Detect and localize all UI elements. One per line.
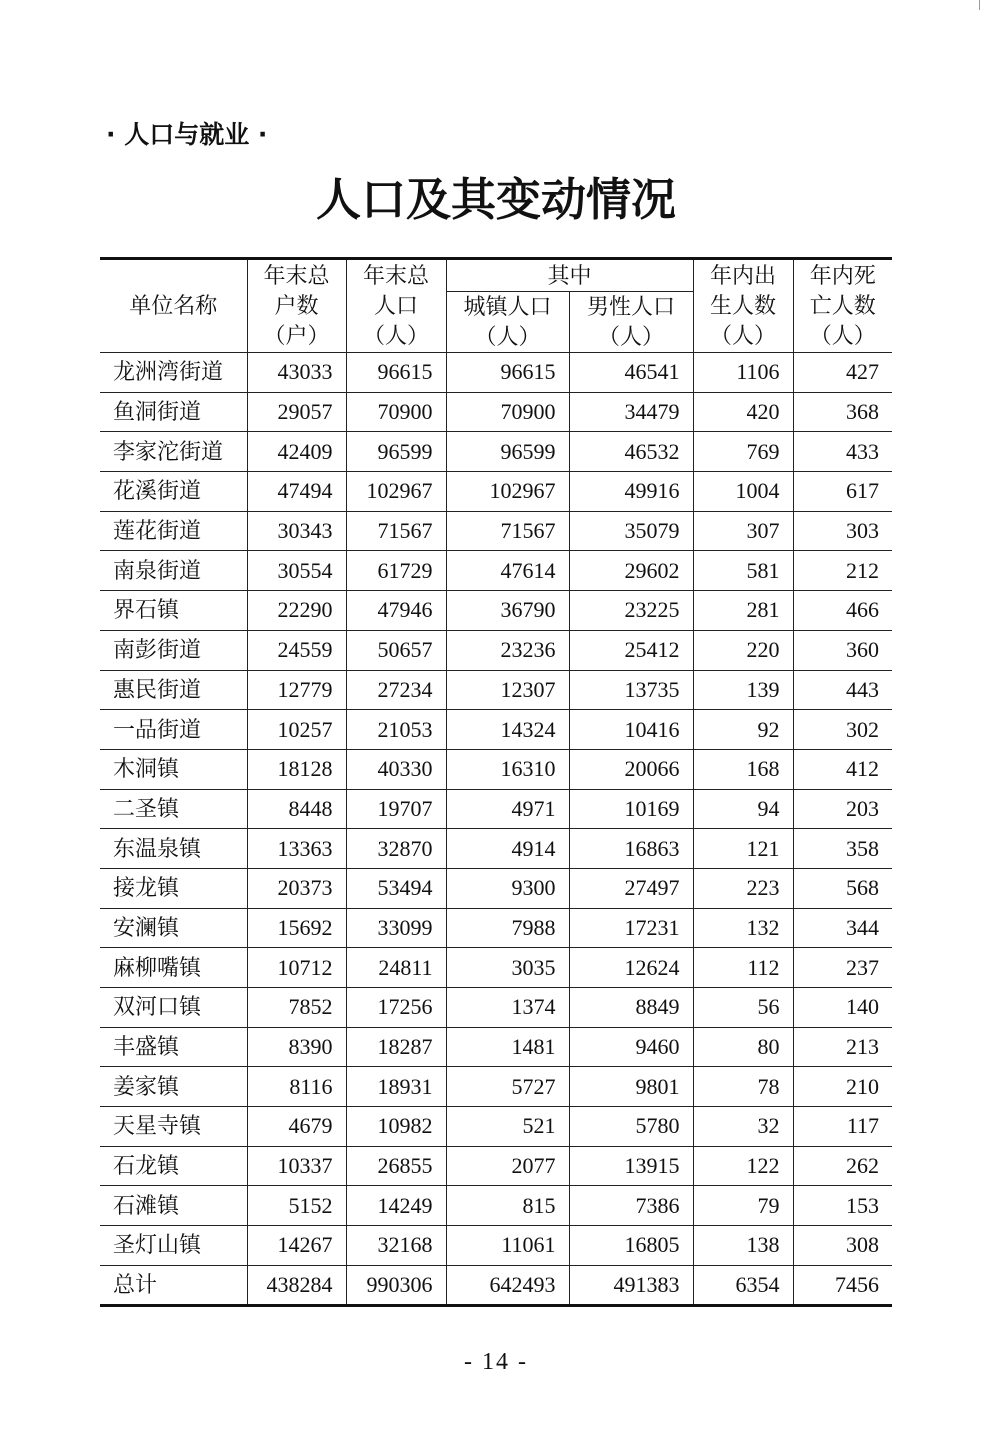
deaths-cell: 358 — [793, 829, 892, 869]
births-cell: 420 — [693, 392, 793, 432]
deaths-cell: 433 — [793, 432, 892, 472]
urban-population-cell: 12307 — [446, 670, 569, 710]
deaths-cell: 302 — [793, 710, 892, 750]
table-row — [100, 789, 892, 829]
population-cell: 990306 — [346, 1265, 446, 1305]
table-row — [100, 710, 892, 750]
header-deaths-line: 年内死 — [809, 263, 876, 288]
population-cell: 17256 — [346, 988, 446, 1028]
households-cell: 30343 — [247, 511, 346, 551]
urban-population-cell: 71567 — [446, 511, 569, 551]
urban-population-cell: 36790 — [446, 591, 569, 631]
male-population-cell: 10416 — [569, 710, 693, 750]
unit-name-cell: 南泉街道 — [100, 551, 247, 591]
table-row — [100, 829, 892, 869]
header-row-top — [100, 259, 892, 292]
births-cell: 80 — [693, 1027, 793, 1067]
households-cell: 15692 — [247, 908, 346, 948]
table-row — [100, 1067, 892, 1107]
table-row — [100, 511, 892, 551]
deaths-cell: 7456 — [793, 1265, 892, 1305]
deaths-cell: 210 — [793, 1067, 892, 1107]
households-cell: 8448 — [247, 789, 346, 829]
unit-name-cell: 总计 — [100, 1265, 247, 1305]
population-cell: 32168 — [346, 1226, 446, 1266]
total-row — [100, 1265, 892, 1305]
households-cell: 20373 — [247, 868, 346, 908]
households-cell: 22290 — [247, 591, 346, 631]
unit-name-cell: 木洞镇 — [100, 749, 247, 789]
households-cell: 47494 — [247, 472, 346, 512]
deaths-cell: 203 — [793, 789, 892, 829]
births-cell: 94 — [693, 789, 793, 829]
births-cell: 769 — [693, 432, 793, 472]
urban-population-cell: 96599 — [446, 432, 569, 472]
households-cell: 43033 — [247, 353, 346, 393]
male-population-cell: 16863 — [569, 829, 693, 869]
table-row — [100, 630, 892, 670]
population-cell: 33099 — [346, 908, 446, 948]
header-deaths-unit: （人） — [809, 323, 876, 348]
urban-population-cell: 1481 — [446, 1027, 569, 1067]
births-cell: 121 — [693, 829, 793, 869]
unit-name-cell: 双河口镇 — [100, 988, 247, 1028]
table-row — [100, 988, 892, 1028]
deaths-cell: 568 — [793, 868, 892, 908]
table-row — [100, 670, 892, 710]
table-row — [100, 948, 892, 988]
male-population-cell: 27497 — [569, 868, 693, 908]
households-cell: 438284 — [247, 1265, 346, 1305]
header-group-label: 其中 — [547, 262, 592, 288]
male-population-cell: 10169 — [569, 789, 693, 829]
households-cell: 4679 — [247, 1107, 346, 1147]
births-cell: 6354 — [693, 1265, 793, 1305]
unit-name-cell: 二圣镇 — [100, 789, 247, 829]
births-cell: 168 — [693, 749, 793, 789]
deaths-cell: 117 — [793, 1107, 892, 1147]
births-cell: 138 — [693, 1226, 793, 1266]
households-cell: 13363 — [247, 829, 346, 869]
table-row — [100, 591, 892, 631]
urban-population-cell: 23236 — [446, 630, 569, 670]
urban-population-cell: 1374 — [446, 988, 569, 1028]
births-cell: 79 — [693, 1186, 793, 1226]
unit-name-cell: 界石镇 — [100, 591, 247, 631]
population-cell: 47946 — [346, 591, 446, 631]
header-births-unit: （人） — [710, 323, 777, 348]
urban-population-cell: 5727 — [446, 1067, 569, 1107]
births-cell: 132 — [693, 908, 793, 948]
header-group-of-which — [446, 259, 693, 292]
unit-name-cell: 花溪街道 — [100, 472, 247, 512]
births-cell: 1106 — [693, 353, 793, 393]
header-male-line: 男性人口 — [587, 294, 676, 319]
population-cell: 71567 — [346, 511, 446, 551]
deaths-cell: 466 — [793, 591, 892, 631]
urban-population-cell: 3035 — [446, 948, 569, 988]
population-cell: 10982 — [346, 1107, 446, 1147]
table-row — [100, 353, 892, 393]
households-cell: 5152 — [247, 1186, 346, 1226]
male-population-cell: 49916 — [569, 472, 693, 512]
population-cell: 18287 — [346, 1027, 446, 1067]
table-row — [100, 392, 892, 432]
deaths-cell: 303 — [793, 511, 892, 551]
households-cell: 12779 — [247, 670, 346, 710]
households-cell: 29057 — [247, 392, 346, 432]
population-cell: 50657 — [346, 630, 446, 670]
urban-population-cell: 2077 — [446, 1146, 569, 1186]
header-households-unit: （户） — [263, 323, 330, 348]
births-cell: 139 — [693, 670, 793, 710]
unit-name-cell: 鱼洞街道 — [100, 392, 247, 432]
table-row — [100, 908, 892, 948]
urban-population-cell: 70900 — [446, 392, 569, 432]
population-cell: 32870 — [346, 829, 446, 869]
population-cell: 53494 — [346, 868, 446, 908]
population-cell: 40330 — [346, 749, 446, 789]
male-population-cell: 16805 — [569, 1226, 693, 1266]
population-cell: 102967 — [346, 472, 446, 512]
table-row — [100, 1186, 892, 1226]
header-population-unit: （人） — [362, 323, 429, 348]
urban-population-cell: 7988 — [446, 908, 569, 948]
unit-name-cell: 李家沱街道 — [100, 432, 247, 472]
unit-name-cell: 姜家镇 — [100, 1067, 247, 1107]
population-cell: 96615 — [346, 353, 446, 393]
population-cell: 70900 — [346, 392, 446, 432]
table-row — [100, 472, 892, 512]
male-population-cell: 17231 — [569, 908, 693, 948]
header-urban-unit: （人） — [474, 324, 541, 349]
births-cell: 281 — [693, 591, 793, 631]
header-male-unit: （人） — [598, 324, 665, 349]
header-population — [346, 259, 446, 353]
male-population-cell: 23225 — [569, 591, 693, 631]
births-cell: 1004 — [693, 472, 793, 512]
deaths-cell: 368 — [793, 392, 892, 432]
header-births — [693, 259, 793, 353]
unit-name-cell: 龙洲湾街道 — [100, 353, 247, 393]
unit-name-cell: 惠民街道 — [100, 670, 247, 710]
header-population-line: 年末总 — [362, 263, 429, 288]
households-cell: 7852 — [247, 988, 346, 1028]
table-row — [100, 749, 892, 789]
unit-name-cell: 丰盛镇 — [100, 1027, 247, 1067]
urban-population-cell: 4914 — [446, 829, 569, 869]
header-households-line: 年末总 — [263, 263, 330, 288]
deaths-cell: 262 — [793, 1146, 892, 1186]
unit-name-cell: 莲花街道 — [100, 511, 247, 551]
urban-population-cell: 96615 — [446, 353, 569, 393]
header-urban-line: 城镇人口 — [463, 294, 552, 319]
population-cell: 61729 — [346, 551, 446, 591]
page-edge-mark — [979, 0, 980, 10]
table-row — [100, 1146, 892, 1186]
deaths-cell: 443 — [793, 670, 892, 710]
deaths-cell: 153 — [793, 1186, 892, 1226]
page-title: 人口及其变动情况 — [315, 173, 676, 226]
births-cell: 307 — [693, 511, 793, 551]
unit-name-cell: 东温泉镇 — [100, 829, 247, 869]
households-cell: 14267 — [247, 1226, 346, 1266]
header-population-line: 人口 — [373, 293, 418, 318]
male-population-cell: 46532 — [569, 432, 693, 472]
unit-name-cell: 接龙镇 — [100, 868, 247, 908]
births-cell: 122 — [693, 1146, 793, 1186]
male-population-cell: 9460 — [569, 1027, 693, 1067]
households-cell: 18128 — [247, 749, 346, 789]
births-cell: 223 — [693, 868, 793, 908]
deaths-cell: 237 — [793, 948, 892, 988]
households-cell: 8390 — [247, 1027, 346, 1067]
table-row — [100, 1027, 892, 1067]
male-population-cell: 491383 — [569, 1265, 693, 1305]
population-cell: 14249 — [346, 1186, 446, 1226]
table-body — [100, 353, 892, 1306]
male-population-cell: 20066 — [569, 749, 693, 789]
male-population-cell: 5780 — [569, 1107, 693, 1147]
population-cell: 18931 — [346, 1067, 446, 1107]
households-cell: 10712 — [247, 948, 346, 988]
unit-name-cell: 麻柳嘴镇 — [100, 948, 247, 988]
urban-population-cell: 102967 — [446, 472, 569, 512]
deaths-cell: 308 — [793, 1226, 892, 1266]
deaths-cell: 617 — [793, 472, 892, 512]
male-population-cell: 7386 — [569, 1186, 693, 1226]
header-deaths-line: 亡人数 — [809, 293, 876, 318]
population-cell: 96599 — [346, 432, 446, 472]
urban-population-cell: 642493 — [446, 1265, 569, 1305]
deaths-cell: 213 — [793, 1027, 892, 1067]
unit-name-cell: 安澜镇 — [100, 908, 247, 948]
deaths-cell: 427 — [793, 353, 892, 393]
male-population-cell: 46541 — [569, 353, 693, 393]
population-table — [100, 257, 892, 1307]
table-row — [100, 551, 892, 591]
deaths-cell: 212 — [793, 551, 892, 591]
male-population-cell: 13915 — [569, 1146, 693, 1186]
deaths-cell: 360 — [793, 630, 892, 670]
male-population-cell: 9801 — [569, 1067, 693, 1107]
births-cell: 581 — [693, 551, 793, 591]
table-row — [100, 868, 892, 908]
header-unit-name — [100, 259, 247, 353]
births-cell: 220 — [693, 630, 793, 670]
male-population-cell: 34479 — [569, 392, 693, 432]
deaths-cell: 140 — [793, 988, 892, 1028]
header-unit-name-label: 单位名称 — [129, 293, 218, 318]
urban-population-cell: 815 — [446, 1186, 569, 1226]
header-births-line: 生人数 — [710, 293, 777, 318]
header-births-line: 年内出 — [710, 263, 777, 288]
male-population-cell: 25412 — [569, 630, 693, 670]
urban-population-cell: 9300 — [446, 868, 569, 908]
unit-name-cell: 石滩镇 — [100, 1186, 247, 1226]
unit-name-cell: 圣灯山镇 — [100, 1226, 247, 1266]
section-label: · 人口与就业 · — [106, 120, 268, 149]
header-households-line: 户数 — [274, 293, 319, 318]
table-row — [100, 432, 892, 472]
population-cell: 19707 — [346, 789, 446, 829]
header-deaths — [793, 259, 892, 353]
table-header — [100, 259, 892, 353]
households-cell: 8116 — [247, 1067, 346, 1107]
header-households — [247, 259, 346, 353]
households-cell: 10257 — [247, 710, 346, 750]
households-cell: 10337 — [247, 1146, 346, 1186]
urban-population-cell: 4971 — [446, 789, 569, 829]
births-cell: 56 — [693, 988, 793, 1028]
unit-name-cell: 南彭街道 — [100, 630, 247, 670]
population-cell: 21053 — [346, 710, 446, 750]
header-urban-population — [446, 292, 569, 353]
urban-population-cell: 521 — [446, 1107, 569, 1147]
households-cell: 24559 — [247, 630, 346, 670]
population-cell: 24811 — [346, 948, 446, 988]
population-cell: 26855 — [346, 1146, 446, 1186]
table-row — [100, 1226, 892, 1266]
births-cell: 32 — [693, 1107, 793, 1147]
urban-population-cell: 11061 — [446, 1226, 569, 1266]
unit-name-cell: 天星寺镇 — [100, 1107, 247, 1147]
male-population-cell: 8849 — [569, 988, 693, 1028]
births-cell: 112 — [693, 948, 793, 988]
page-number: - 14 - — [464, 1349, 528, 1375]
households-cell: 42409 — [247, 432, 346, 472]
urban-population-cell: 16310 — [446, 749, 569, 789]
unit-name-cell: 一品街道 — [100, 710, 247, 750]
households-cell: 30554 — [247, 551, 346, 591]
urban-population-cell: 47614 — [446, 551, 569, 591]
births-cell: 92 — [693, 710, 793, 750]
births-cell: 78 — [693, 1067, 793, 1107]
male-population-cell: 12624 — [569, 948, 693, 988]
header-male-population — [569, 292, 693, 353]
deaths-cell: 412 — [793, 749, 892, 789]
male-population-cell: 13735 — [569, 670, 693, 710]
male-population-cell: 29602 — [569, 551, 693, 591]
table-row — [100, 1107, 892, 1147]
urban-population-cell: 14324 — [446, 710, 569, 750]
male-population-cell: 35079 — [569, 511, 693, 551]
deaths-cell: 344 — [793, 908, 892, 948]
population-cell: 27234 — [346, 670, 446, 710]
unit-name-cell: 石龙镇 — [100, 1146, 247, 1186]
